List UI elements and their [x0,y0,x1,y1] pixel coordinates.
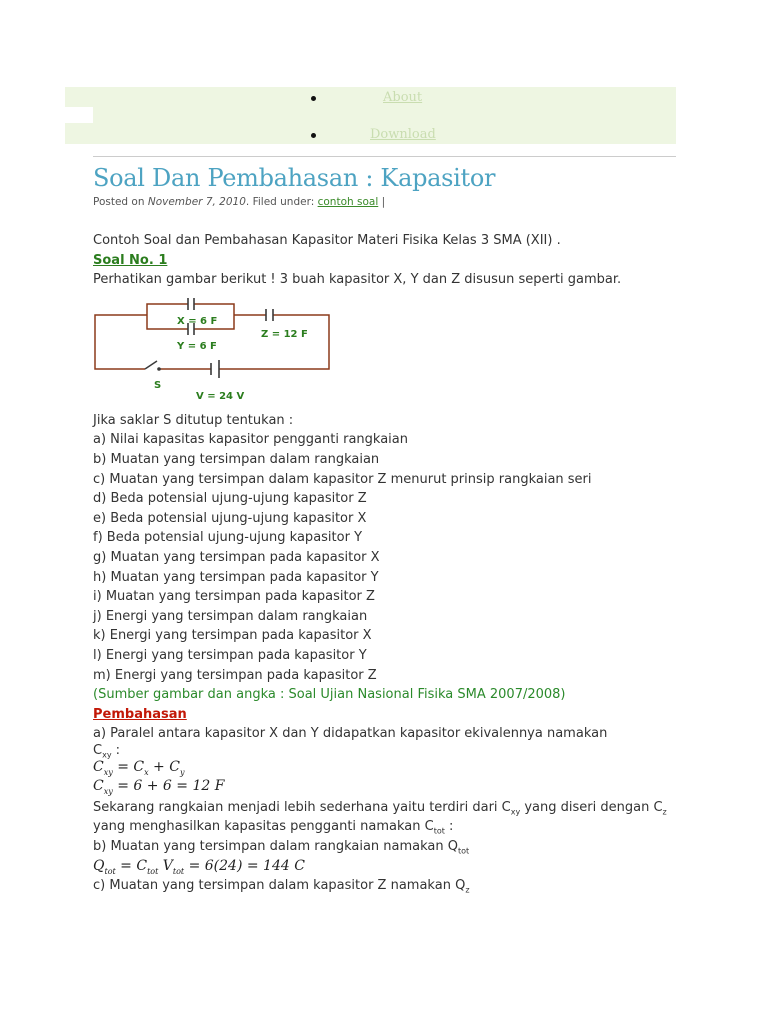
nav-item-about [383,90,422,105]
simpler-s1: xy [510,807,521,817]
eq3-v: V [158,857,173,874]
simpler-p4: : [444,819,454,835]
b-text: b) Muatan yang tersimpan dalam rangkaian namakan Q [93,839,458,855]
task-item: g) Muatan yang tersimpan pada kapasitor X [93,549,380,565]
nav-item-download [370,127,436,142]
top-navigation [65,87,676,144]
meta-separator: | [381,196,386,208]
eq3-q: Q [93,857,105,874]
solution-a-text: a) Paralel antara kapasitor X dan Y didapatkan kapasitor ekivalennya namakan [93,726,608,742]
task-item: h) Muatan yang tersimpan pada kapasitor Y [93,569,379,585]
intro-paragraph: Contoh Soal dan Pembahasan Kapasitor Materi Fisika Kelas 3 SMA (XII) . [93,233,561,248]
switch-label: S [154,379,162,391]
task-item: i) Muatan yang tersimpan pada kapasitor Z [93,589,375,605]
task-item: k) Energi yang tersimpan pada kapasitor X [93,628,372,644]
c-sub: z [465,885,470,895]
solution-cxy-label [93,744,676,758]
eq2-sub: xy [103,786,113,796]
simpler-s2: z [662,807,667,817]
eq1-rest: = C [112,758,145,775]
eq3-sub: tot [104,866,116,876]
simpler-p2: yang diseri dengan C [520,799,663,815]
eq2-rest: = 6 + 6 = 12 F [112,777,225,794]
post-date: November 7, 2010 [147,196,246,208]
circuit-diagram [93,297,333,403]
equation-cxy-sum [93,758,676,777]
post-meta [93,195,676,209]
solution-simpler-text [93,798,676,837]
pembahasan-heading: Pembahasan [93,706,187,722]
divider [93,156,676,157]
task-item: e) Beda potensial ujung-ujung kapasitor X [93,510,367,526]
eq3-sub2: tot [147,866,159,876]
equation-qtot [93,857,676,876]
simpler-p3: yang menghasilkan kapasitas pengganti namakan C [93,819,434,835]
cxy-base: C [93,742,103,758]
article-body [93,231,676,895]
b-sub: tot [458,846,470,856]
posted-on-label: Posted on [93,196,145,208]
cxy-sub: xy [102,750,112,760]
task-list [93,430,676,685]
c-text: c) Muatan yang tersimpan dalam kapasitor Z namakan Q [93,877,466,893]
nav-link-about[interactable]: About [383,90,423,105]
solution-b-text [93,837,676,857]
capacitor-z-label: Z = 12 F [261,328,308,340]
eq3-mid: = C [115,857,148,874]
eq1-sub2: x [144,767,149,777]
simpler-s3: tot [433,827,445,837]
task-item: m) Energi yang tersimpan pada kapasitor Z [93,667,377,683]
source-note: (Sumber gambar dan angka : Soal Ujian Nasional Fisika SMA 2007/2008) [93,687,566,703]
nav-decoration [65,107,93,123]
eq3-sub3: tot [172,866,185,876]
cxy-colon: : [111,742,121,758]
capacitor-x-label: X = 6 F [177,315,218,327]
bullet-icon [311,96,316,101]
eq3-rest: = 6(24) = 144 C [184,857,305,874]
eq1-sub: xy [103,767,113,777]
nav-link-download[interactable]: Download [370,127,436,142]
task-item: j) Energi yang tersimpan dalam rangkaian [93,608,368,624]
solution-c-text [93,876,676,896]
task-item: a) Nilai kapasitas kapasitor pengganti rangkaian [93,432,408,448]
simpler-p1: Sekarang rangkaian menjadi lebih sederhana yaitu terdiri dari C [93,799,511,815]
switch-icon [145,361,161,371]
eq1-rest2: + C [148,758,180,775]
task-item: c) Muatan yang tersimpan dalam kapasitor Z menurut prinsip rangkaian seri [93,471,592,487]
task-intro: Jika saklar S ditutup tentukan : [93,412,294,428]
voltage-label: V = 24 V [196,390,245,402]
bullet-icon [311,133,316,138]
article [93,160,676,895]
soal-heading: Soal No. 1 [93,252,168,268]
task-item: b) Muatan yang tersimpan dalam rangkaian [93,451,380,467]
capacitor-y-label: Y = 6 F [177,340,217,352]
task-item: f) Beda potensial ujung-ujung kapasitor Y [93,530,363,546]
equation-cxy-value [93,777,676,796]
eq2-base: C [93,777,104,794]
eq1-sub3: y [179,767,185,777]
eq1-base: C [93,758,104,775]
task-item: d) Beda potensial ujung-ujung kapasitor Z [93,491,367,507]
task-item: l) Energi yang tersimpan pada kapasitor Y [93,647,367,663]
question-text: Perhatikan gambar berikut ! 3 buah kapasitor X, Y dan Z disusun seperti gambar. [93,272,622,288]
article-title: Soal Dan Pembahasan : Kapasitor [93,164,496,192]
filed-under-label: . Filed under: [245,196,315,208]
category-link[interactable]: contoh soal [317,196,379,208]
